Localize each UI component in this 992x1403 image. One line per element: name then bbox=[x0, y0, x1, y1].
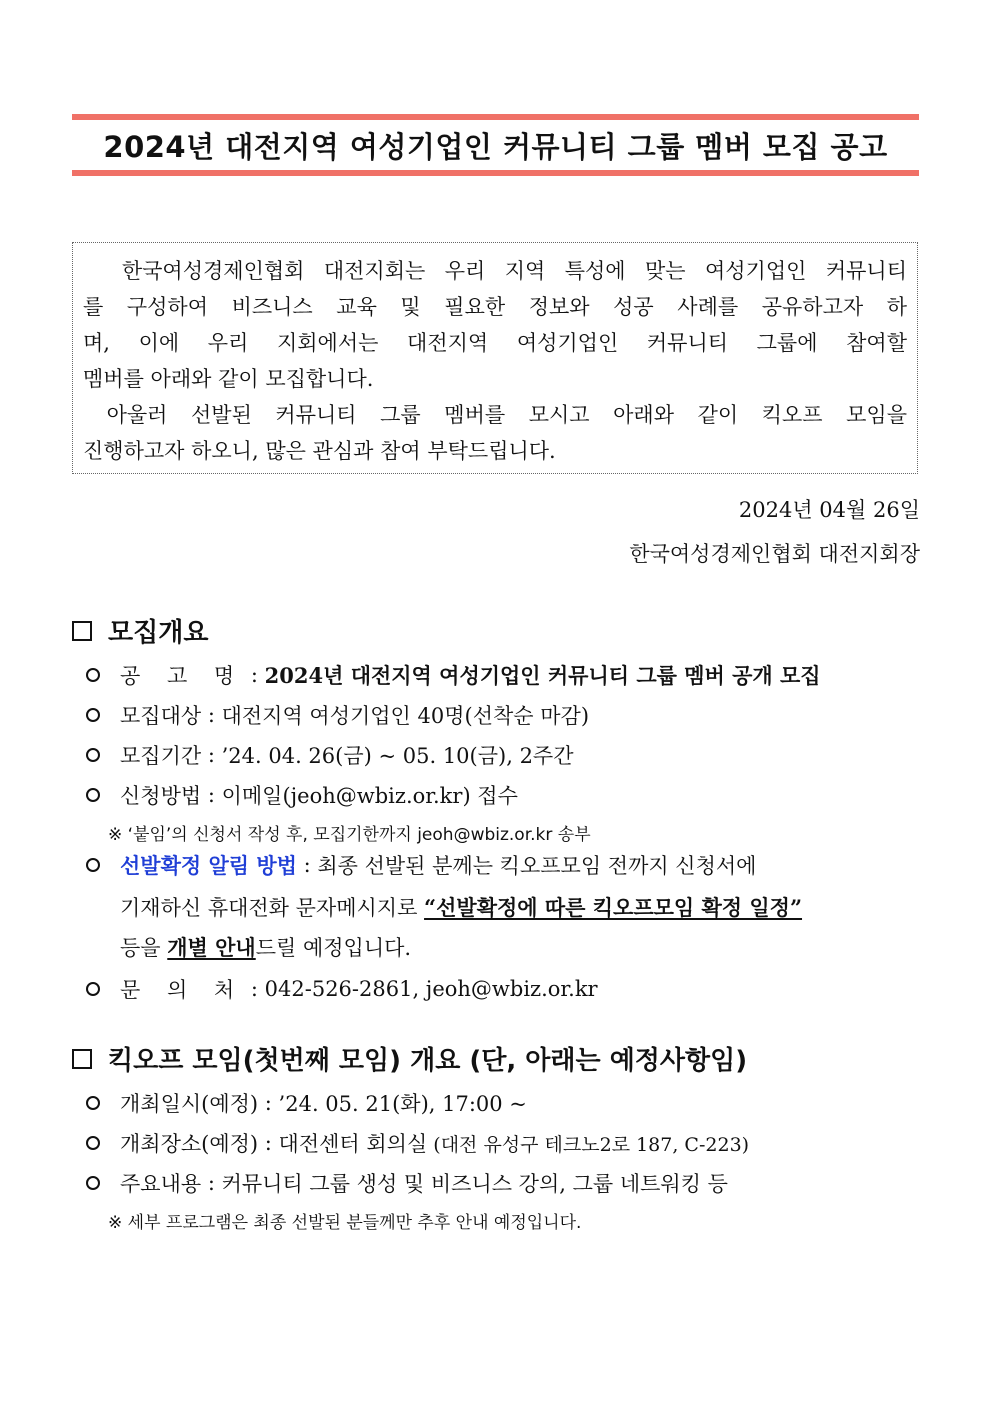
item-method: 신청방법 : 이메일(jeoh@wbiz.or.kr) 접수 bbox=[86, 780, 518, 810]
selection-notice-line3: 등을 개별 안내드릴 예정입니다. bbox=[120, 935, 412, 960]
bullet-circle-icon bbox=[86, 1096, 100, 1110]
intro-line: 진행하고자 하오니, 많은 관심과 참여 부탁드립니다. bbox=[83, 439, 556, 463]
page-title: 2024년 대전지역 여성기업인 커뮤니티 그룹 멤버 모집 공고 bbox=[103, 129, 888, 164]
intro-line: 며, 이에 우리 지회에서는 대전지역 여성기업인 커뮤니티 그룹에 참여할 bbox=[83, 331, 907, 355]
item-value: 대전지역 여성기업인 40명(선착순 마감) bbox=[221, 704, 590, 728]
intro-line: 멤버를 아래와 같이 모집합니다. bbox=[83, 367, 374, 391]
item-value: 이메일(jeoh@wbiz.or.kr) 접수 bbox=[221, 784, 518, 808]
item-selection-notice: 선발확정 알림 방법 : 최종 선발된 분께는 킥오프모임 전까지 신청서에 bbox=[86, 850, 756, 880]
item-label: 문 의 처 bbox=[120, 978, 245, 1002]
place-address: (대전 유성구 테크노2로 187, C-223) bbox=[433, 1133, 750, 1156]
title-banner bbox=[72, 114, 919, 176]
item-label: 모집기간 bbox=[120, 744, 202, 768]
intro-box bbox=[72, 242, 918, 474]
notice-date: 2024년 04월 26일 bbox=[738, 498, 920, 522]
intro-line: 를 구성하여 비즈니스 교육 및 필요한 정보와 성공 사례를 공유하고자 하 bbox=[83, 295, 907, 319]
item-contact: 문 의 처 : 042-526-2861, jeoh@wbiz.or.kr bbox=[86, 974, 598, 1004]
item-label: 신청방법 bbox=[120, 784, 202, 808]
item-kickoff-place: 개최장소(예정) : 대전센터 회의실 (대전 유성구 테크노2로 187, C-223) bbox=[86, 1128, 749, 1158]
section-kickoff-heading bbox=[72, 1040, 747, 1077]
item-notice-name: 공 고 명 : 2024년 대전지역 여성기업인 커뮤니티 그룹 멤버 공개 모집 bbox=[86, 660, 821, 690]
section-recruitment-heading bbox=[72, 612, 208, 649]
item-value: ’24. 05. 21(화), 17:00 ~ bbox=[278, 1092, 527, 1116]
item-period: 모집기간 : ’24. 04. 26(금) ~ 05. 10(금), 2주간 bbox=[86, 740, 574, 770]
item-target: 모집대상 : 대전지역 여성기업인 40명(선착순 마감) bbox=[86, 700, 589, 730]
intro-line: 아울러 선발된 커뮤니티 그룹 멤버를 모시고 아래와 같이 킥오프 모임을 bbox=[106, 403, 907, 427]
bullet-circle-icon bbox=[86, 1136, 100, 1150]
intro-line: 한국여성경제인협회 대전지회는 우리 지역 특성에 맞는 여성기업인 커뮤니티 bbox=[121, 259, 907, 283]
item-label: 공 고 명 bbox=[120, 664, 245, 688]
organization-signature: 한국여성경제인협회 대전지회장 bbox=[629, 542, 920, 566]
section-heading-text: 킥오프 모임(첫번째 모임) 개요 (단, 아래는 예정사항임) bbox=[108, 1046, 748, 1076]
item-kickoff-date: 개최일시(예정) : ’24. 05. 21(화), 17:00 ~ bbox=[86, 1088, 527, 1118]
item-value: 커뮤니티 그룹 생성 및 비즈니스 강의, 그룹 네트워킹 등 bbox=[221, 1172, 728, 1196]
bullet-circle-icon bbox=[86, 858, 100, 872]
item-label: 주요내용 bbox=[120, 1172, 202, 1196]
item-label: 모집대상 bbox=[120, 704, 202, 728]
checkbox-square-icon bbox=[72, 1049, 92, 1069]
selection-notice-line2: 기재하신 휴대전화 문자메시지로 “선발확정에 따른 킥오프모임 확정 일정” bbox=[120, 895, 803, 920]
item-label-highlight: 선발확정 알림 방법 bbox=[120, 853, 297, 878]
bullet-circle-icon bbox=[86, 788, 100, 802]
bullet-circle-icon bbox=[86, 1176, 100, 1190]
method-note: ※ ‘붙임’의 신청서 작성 후, 모집기한까지 jeoh@wbiz.or.kr 송부 bbox=[108, 825, 591, 845]
item-kickoff-content: 주요내용 : 커뮤니티 그룹 생성 및 비즈니스 강의, 그룹 네트워킹 등 bbox=[86, 1168, 728, 1198]
checkbox-square-icon bbox=[72, 621, 92, 641]
emphasis-underlined: “선발확정에 따른 킥오프모임 확정 일정” bbox=[424, 895, 803, 920]
section-heading-text: 모집개요 bbox=[108, 618, 209, 648]
bullet-circle-icon bbox=[86, 748, 100, 762]
item-value: 대전센터 회의실 bbox=[278, 1132, 428, 1156]
bullet-circle-icon bbox=[86, 668, 100, 682]
bullet-circle-icon bbox=[86, 708, 100, 722]
item-value: 최종 선발된 분께는 킥오프모임 전까지 신청서에 bbox=[317, 854, 757, 878]
program-note: ※ 세부 프로그램은 최종 선발된 분들께만 추후 안내 예정입니다. bbox=[108, 1213, 582, 1233]
emphasis-underlined: 개별 안내 bbox=[167, 935, 256, 960]
item-label: 개최일시(예정) bbox=[120, 1092, 259, 1116]
item-value: 2024년 대전지역 여성기업인 커뮤니티 그룹 멤버 공개 모집 bbox=[264, 663, 821, 688]
item-value: ’24. 04. 26(금) ~ 05. 10(금), 2주간 bbox=[221, 744, 574, 768]
item-value: 042-526-2861, jeoh@wbiz.or.kr bbox=[264, 977, 598, 1001]
bullet-circle-icon bbox=[86, 982, 100, 996]
item-label: 개최장소(예정) bbox=[120, 1132, 259, 1156]
